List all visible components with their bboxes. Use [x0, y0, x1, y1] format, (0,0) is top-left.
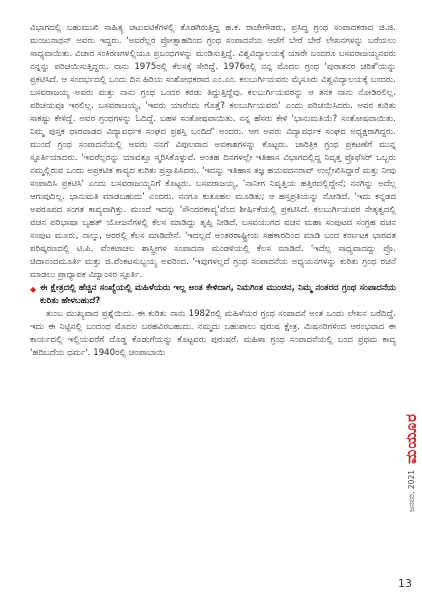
interview-question — [30, 282, 396, 308]
diamond-bullet-icon: ◆ — [30, 285, 37, 294]
magazine-masthead — [403, 410, 419, 466]
article-paragraph-2: ತುಂಬ ಮುಖ್ಯವಾದ ಪ್ರಶ್ನೆಯಿದು. ಈ ಕುರಿತು ನಾನು 1982ರಲ್ಲಿ ಮಹಿಳೆಯರ ಗ್ರಂಥ ಸಂಪಾದನೆ ಅಂತ ಒಂದು ಲೇಖನ ಬರೆದಿದ್ದೆ. ಇದು ಈ ನಿಟ್ಟಿನಲ್ಲಿ ಬಂದಂಥ ಮೊದಲ ಬರಹವಿರಬಹುದು. ನಮ್ಮದು ಬಹುಪಾಲು ಪುರುಷ ಕ್ಷೇತ್ರ. ಮಿಷನರಿಗಳಿಂದ ಆರಂಭವಾದ ಈ ಕಾರ್ಯದಲ್ಲಿ ಇಲ್ಲಿಯವರೆಗೆ ದೊಡ್ಡ ಕೊಡುಗೆಯನ್ನು ಕೊಟ್ಟವರು ಪುರುಷರೆ. ಮಹಿಳಾ ಗ್ರಂಥ ಸಂಪಾದನೆಯಲ್ಲಿ ಬಂದ ಪ್ರಥಮ ಕಾವ್ಯ 'ಹದಿಬದೆಯ ಧರ್ಮ'. 1940ರಲ್ಲಿ ಚಂಪಾಬಾಯಿ — [30, 309, 396, 358]
issue-date — [405, 470, 419, 570]
issue-date-text: ಜನವರಿ, 2021 — [407, 470, 416, 512]
article-paragraph-1: ವಿಭಾಗದಲ್ಲಿ ಬಹುಮುಖಿ ಸಾಹಿತ್ಯ ಚಟುವಟಿಕೆಗಳಲ್ಲಿ ತೊಡಗಿರುತ್ತಿದ್ದ ಹ.ಕ. ರಾಜೇಗೌಡರು, ಪ್ರಸಿದ್ಧ ಗ್ರಂಥ ಸಂಪಾದಕರಾದ ಜಿ.ಜಿ. ಮಂಜುನಾಥನ್ ಅವರು ಇದ್ದರು. 'ಅವರೆಲ್ಲರ ಪ್ರೋತ್ಸಾಹದಿಂದ ಗ್ರಂಥ ಸಂಪಾದನೆಯ ಆಚೆಗೆ ಬೇರೆ ಬೇರೆ ಲೇಖನಗಳನ್ನು ಬರೆಯಲು ಸಾಧ್ಯವಾಯಿತು. ವಿಚಾರ ಸಂಕಿರಣಗಳಲ್ಲಿಯೂ ಪ್ರಬಂಧಗಳನ್ನು ಮಂಡಿಸುತ್ತಿದ್ದೆ. ವಿಶ್ವವಿದ್ಯಾಲಯಕ್ಕೆ ಯಾರೇ ಬಂದರೂ ಬಸವರಾಜಯ್ಯನವರು ನನ್ನನ್ನು ಪರಿಚಯಿಸುತ್ತಿದ್ದರು. ನಾನು 1975ರಲ್ಲಿ ಕೆಲಸಕ್ಕೆ ಸೇರಿದ್ದೆ. 1976ರಲ್ಲಿ ನನ್ನ ಮೊದಲ ಗ್ರಂಥ 'ಪುರಾತನರ ಚರಿತೆ'ಯನ್ನು ಪ್ರಕಟಿಸಿದೆ. ಆ ಸಂದರ್ಭದಲ್ಲಿ ಒಂದು ದಿನ ಹಿರಿಯ ಸಂಶೋಧಕರಾದ ಎಂ.ಎಂ. ಕಲಬುರ್ಗಿಯವರು ಮೈಸೂರು ವಿಶ್ವವಿದ್ಯಾಲಯಕ್ಕೆ ಬಂದರು. ಬಸವರಾಜಯ್ಯ ಅವರು ಮತ್ತು ನಾನು ಗ್ರಂಥ ಒಂದರ ಕರಡು ತಿದ್ದುತ್ತಿದ್ದೆವು. ಕಲಬುರ್ಗಿಯವರನ್ನು ಆ ತನಕ ನಾನು ನೋಡಿರಲಿಲ್ಲ. ಪರಿಚಯವೂ ಇರಲಿಲ್ಲ. ಬಸವರಾಜಯ್ಯ, 'ಇವರು ಯಾರೆಂದು ಗೊತ್ತೆ? ಕಲಬುರ್ಗಿಯವರು' ಎಂದು ಪರಿಚಯಿಸಿದರು. ಅವರ ಕುರಿತು ಸಾಕಷ್ಟು ಕೇಳಿದ್ದೆ. ಅವರ ಗ್ರಂಥಗಳನ್ನು ಓದಿದ್ದೆ. ಬಹಳ ಸಂತೋಷವಾಯಿತು. ನನ್ನ ಹೆಸರು ಕೇಳಿ 'ಭಾನುಮತಿಯೆ? ಸಂತೋಷವಾಯಿತು. ನಿಮ್ಮ ಪುಸ್ತಕ ಧಾರವಾಡದ ವಿದ್ಯಾವರ್ಧಕ ಸಂಘದ ಪ್ರಶಸ್ತಿ ಬಂದಿದೆ' ಅಂದರು. ಆಗ ಅವರು ವಿದ್ಯಾವರ್ಧಕ ಸಂಘದ ಅಧ್ಯಕ್ಷರಾಗಿದ್ದರು. ಮುಂದೆ ಗ್ರಂಥ ಸಂಪಾದನೆಯಲ್ಲಿ ಅವರು ನನಗೆ ವಿಪುಲವಾದ ಅವಕಾಶಗಳನ್ನು ಕೊಟ್ಟರು. ಚಾರಿತ್ರಿಕ ಗ್ರಂಥ ಪ್ರಕಟಣೆಗೆ ಮುನ್ನ ಸ್ಫೂರ್ತಿಯಾದರು. 'ಇವರೆಲ್ಲರನ್ನು ಯಾವತ್ತೂ ಸ್ಮರಿಸಿಕೊಳ್ಳುವೆ. ಅಂತಹ ದಿನಗಳಲ್ಲೇ ಇತಿಹಾಸ ವಿಭಾಗದಲ್ಲಿದ್ದ ನಿವೃತ್ತ ಪ್ರೊಫೆಸರ್ ಒಬ್ಬರು ನಮ್ಮಲ್ಲಿರುವ ಒಂದು ಅಪ್ರಕಟಿತ ಕಾವ್ಯದ ಕುರಿತು ಪ್ರಸ್ತಾಪಿಸಿದರು. 'ಇದನ್ನು ಇತಿಹಾಸ ತಜ್ಞ ಹಯವದನರಾವ್ ಉಲ್ಲೇಖಿಸಿದ್ದಾರೆ ಮತ್ತು ನೀವು ಸಂಪಾದಿಸಿ ಪ್ರಕಟಿಸಿ' ಎಂದು ಬಸವರಾಜಯ್ಯನಿಗೆ ಕೊಟ್ಟರು. ಬಸವರಾಜಯ್ಯ, 'ನಾನೀಗ ನಿವೃತ್ತಿಯ ಹತ್ತಿರದಲ್ಲಿದ್ದೇನೆ; ನನಗಿನ್ನು ಅದೆಲ್ಲ ಆಗುವುದಿಲ್ಲ. ಭಾನುಮತಿ ಮಾಡಬಹುದು' ಎಂದರು. ನನಗೂ ಕುತೂಹಲ ಮೂಡಿತು; ಆ ಹಸ್ತಪ್ರತಿಯನ್ನು ನೋಡಿದೆ. 'ಇದು ಕನ್ನಡದ ಅಪರೂಪದ ಸಂಗತ ಕಾವ್ಯವಾಗಿತ್ತು. ಮುಂದೆ ಇದನ್ನು 'ಸೌಂದರಕಾವ್ಯ'ವೆಂದ ಶೀರ್ಷಿಕೆಯಲ್ಲಿ ಪ್ರಕಟಿಸಿದೆ. ಕಲಬುರ್ಗಿಯವರ ನೇತೃತ್ವದಲ್ಲಿ ವಚನ ಪರಿಭಾಷಾ ಬೃಹತ್ ಯೋಜನೆಗಳಲ್ಲಿ ಕೆಲಸ ಮಾಡಿದ್ದು ತೃಪ್ತಿ ನೀಡಿದೆ. ಬಸವಯುಗದ ವಚನ ಮಹಾ ಸಂಪುಟದ ಸಂಗ್ರಹ ವಚನ ಸಂಪುಟ ಮೂರು, ನಾಲ್ಕು, ಆರರಲ್ಲಿ ಕೆಲಸ ಮಾಡಿದೇನೆ. 'ಇದಲ್ಲದೆ ಅಂತರರಾಷ್ಟ್ರೀಯ ಸಹಕಾರದಿಂದ ಮಾಡಿ ಬಂದ ಕರ್ನಾಟಕ ಭಾಗವತ ಪರಿಷ್ಕರಣದಲ್ಲಿ ಟಿ.ಪಿ. ವೆಂಕಟಾಚಲ ಶಾಸ್ತ್ರೀಗಳ ಸಂಪಾದನಾ ಮಂಡಳಿಯಲ್ಲಿ ಕೆಲಸ ಮಾಡಿದೆ. 'ಇದೆಲ್ಲ ಸಾಧ್ಯವಾದದ್ದು ಪ್ರೊ. ಚಿದಾನಂದಮೂರ್ತಿ ಮತ್ತು ಜಿ.ವೆಂಕಟಸುಬ್ಬಯ್ಯ ಅವರಿಂದ. 'ಇವುಗಳಲ್ಲದೆ ಗ್ರಂಥ ಸಂಪಾದನೆಯ ಅಧ್ಯಯನಗಳನ್ನು ಕುರಿತು ಗ್ರಂಥ ರಚನೆ ಮಾಡಲು ಪ್ರಾಧ್ಯಾಪಕ ವಿದ್ವಾಂಸರ ಸ್ಫೂರ್ತಿ. — [30, 23, 396, 280]
masthead-logo: ಮಯೂರ — [402, 412, 420, 464]
page-number: 13 — [398, 577, 412, 590]
question-text: ಈ ಕ್ಷೇತ್ರದಲ್ಲಿ ಹೆಚ್ಚಿನ ಸಂಖ್ಯೆಯಲ್ಲಿ ಮಹಿಳೆಯರು ಇಲ್ಲ ಅಂತ ಕೇಳಿದಾಗ, ನಿಮಗಿಂತ ಮುಂಚಿನ, ನಿಮ್ಮ ನಂತರದ ಗ್ರಂಥ ಸಂಪಾದನೆಯ ಕುರಿತು ಹೇಳಬಹುದೆ? — [40, 283, 396, 306]
article-body — [30, 22, 396, 360]
